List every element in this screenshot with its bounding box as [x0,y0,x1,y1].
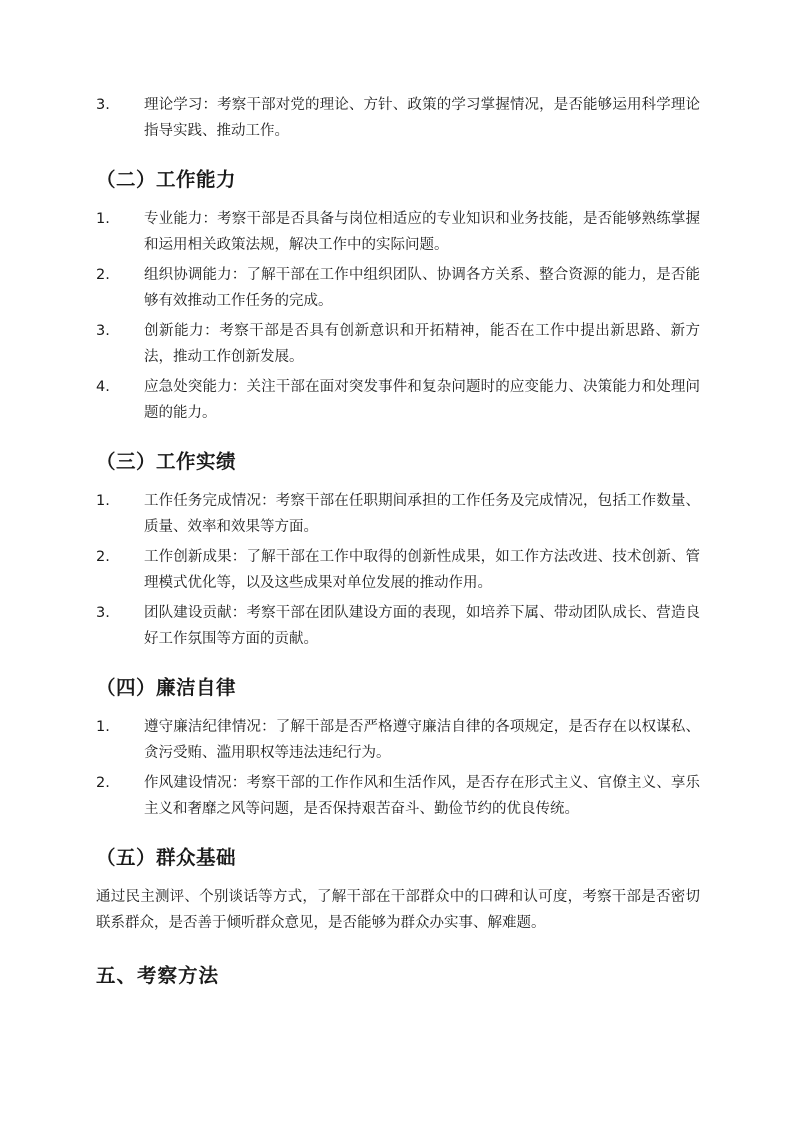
list-item [96,206,700,258]
item-text: 创新能力：考察干部是否具有创新意识和开拓精神，能否在工作中提出新思路、新方法，推动工作创新发展。 [144,323,700,365]
item-number: 3. [96,323,110,339]
item-text: 专业能力：考察干部是否具备与岗位相适应的专业知识和业务技能，是否能够熟练掌握和运用相关政策法规，解决工作中的实际问题。 [144,211,700,253]
section-heading-performance: （三）工作实绩 [96,450,237,473]
list-item [96,544,700,596]
item-text: 团队建设贡献：考察干部在团队建设方面的表现，如培养下属、带动团队成长、营造良好工作氛围等方面的贡献。 [144,605,700,647]
item-number: 3. [96,97,110,113]
performance-list [96,488,700,652]
list-item [96,488,700,540]
item-number: 2. [96,549,110,565]
ability-list [96,206,700,426]
item-text: 遵守廉洁纪律情况：了解干部是否严格遵守廉洁自律的各项规定，是否存在以权谋私、贪污受贿、滥用职权等违法违纪行为。 [144,719,700,761]
item-text: 理论学习：考察干部对党的理论、方针、政策的学习掌握情况，是否能够运用科学理论指导实践、推动工作。 [144,97,700,139]
item-text: 工作创新成果：了解干部在工作中取得的创新性成果，如工作方法改进、技术创新、管理模式优化等，以及这些成果对单位发展的推动作用。 [144,549,700,591]
list-item [96,714,700,766]
item-number: 2. [96,775,110,791]
item-number: 3. [96,605,110,621]
integrity-list [96,714,700,822]
item-text: 作风建设情况：考察干部的工作作风和生活作风，是否存在形式主义、官僚主义、享乐主义和奢靡之风等问题，是否保持艰苦奋斗、勤俭节约的优良传统。 [144,775,700,817]
list-item [96,600,700,652]
document-content [96,92,700,990]
item-number: 1. [96,211,110,227]
item-number: 1. [96,719,110,735]
list-item [96,374,700,426]
mass-base-paragraph: 通过民主测评、个别谈话等方式，了解干部在干部群众中的口碑和认可度，考察干部是否密切联系群众，是否善于倾听群众意见，是否能够为群众办实事、解难题。 [96,889,700,931]
item-text: 工作任务完成情况：考察干部在任职期间承担的工作任务及完成情况，包括工作数量、质量、效率和效果等方面。 [144,493,700,535]
item-text: 组织协调能力：了解干部在工作中组织团队、协调各方关系、整合资源的能力，是否能够有效推动工作任务的完成。 [144,267,700,309]
section-heading-ability: （二）工作能力 [96,168,237,191]
section-heading-integrity: （四）廉洁自律 [96,676,237,699]
list-item [96,262,700,314]
item-number: 2. [96,267,110,283]
list-item [96,318,700,370]
item-number: 1. [96,493,110,509]
list-item [96,92,700,144]
list-item [96,770,700,822]
item-text: 应急处突能力：关注干部在面对突发事件和复杂问题时的应变能力、决策能力和处理问题的能力。 [144,379,700,421]
item-number: 4. [96,379,110,395]
section-heading-mass-base: （五）群众基础 [96,846,237,869]
main-heading-methods: 五、考察方法 [96,964,220,987]
top-list [96,92,700,144]
